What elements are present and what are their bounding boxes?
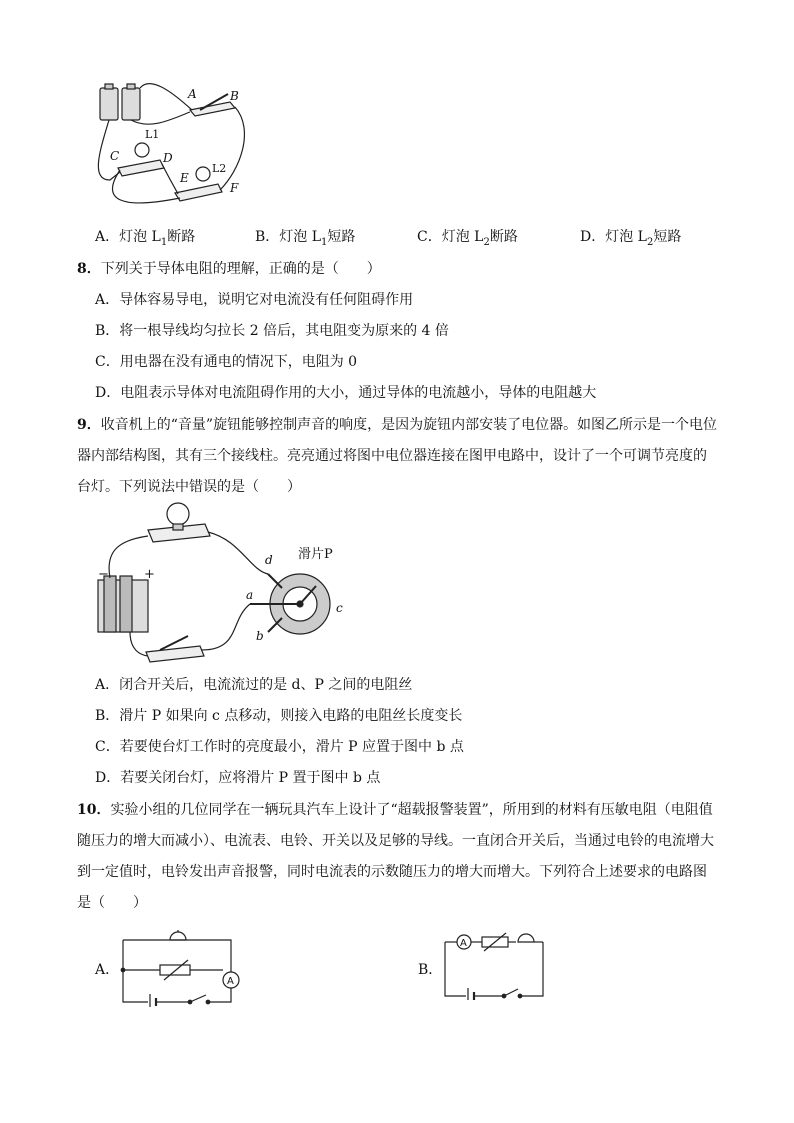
q9-stem-line-2: 器内部结构图，其有三个接线柱。亮亮通过将图中电位器连接在图甲电路中，设计了一个可调节亮度的 [77,448,707,464]
q7-option-a[interactable]: A．灯泡 $L_1$断路 [95,229,196,248]
q9-stem-line-1 [77,415,717,435]
label-d: D [163,151,173,165]
q8-option-a[interactable]: A．导体容易导电，说明它对电流没有任何阻碍作用 [95,292,414,308]
q8-option-c[interactable]: C．用电器在没有通电的情况下，电阻为 0 [95,354,358,370]
q10-option-a-label[interactable]: A． [95,962,120,978]
q9-option-d[interactable]: D．若要关闭台灯，应将滑片 P 置于图中 b 点 [95,770,381,786]
label-d: d [265,553,273,567]
q10-stem-line-1 [77,800,713,820]
label-l2: L2 [212,162,227,175]
ammeter-icon: A [460,938,467,949]
q8-option-b[interactable]: B．将一根导线均匀拉长 2 倍后，其电阻变为原来的 4 倍 [95,323,449,339]
label-e: E [180,171,189,185]
label-c: c [336,601,343,615]
q7-option-d[interactable]: D．灯泡 $L_2$短路 [580,229,682,248]
label-slider-p: 滑片P [298,547,333,562]
label-a: a [246,588,254,602]
label-a: A [188,87,197,101]
q10-stem-line-3: 到一定值时，电铃发出声音报警，同时电流表的示数随压力的增大而增大。下列符合上述要求的电路图 [77,864,707,880]
q9-stem-line-3: 台灯。下列说法中错误的是（ ） [77,479,301,495]
q8-number: 8． [77,261,101,277]
q10-stem-text-1: 实验小组的几位同学在一辆玩具汽车上设计了“超载报警装置”，所用到的材料有压敏电阻（电阻值 [110,802,713,818]
q10-stem-line-4: 是（ ） [77,895,147,911]
label-b: B [230,89,239,103]
q9-option-b[interactable]: B．滑片 P 如果向 c 点移动，则接入电路的电阻丝长度变长 [95,708,463,724]
q8-option-d[interactable]: D．电阻表示导体对电流阻碍作用的大小，通过导体的电流越小，导体的电阻越大 [95,385,597,401]
label-minus: − [98,567,109,582]
q7-circuit-figure [90,80,290,215]
q9-option-c[interactable]: C．若要使台灯工作时的亮度最小，滑片 P 应置于图中 b 点 [95,739,464,755]
q10-number: 10． [77,802,111,818]
q7-option-b[interactable]: B．灯泡 $L_1$短路 [255,229,356,248]
q7-option-c[interactable]: C．灯泡 $L_2$断路 [417,229,518,248]
ammeter-icon: A [227,976,234,987]
q8-stem-text: 下列关于导体电阻的理解，正确的是（ ） [100,261,381,277]
q10-option-b-label[interactable]: B． [418,962,443,978]
label-b: b [256,629,264,643]
q8-stem [77,259,381,279]
q10-stem-line-2: 随压力的增大而减小）、电流表、电铃、开关以及足够的导线。一直闭合开关后，当通过电铃的电流增大 [77,833,714,849]
q9-potentiometer-figure [90,500,360,675]
label-plus: + [144,567,155,582]
q10-circuit-a[interactable] [118,922,248,1007]
label-l1: L1 [145,128,160,141]
q9-stem-text-1: 收音机上的“音量”旋钮能够控制声音的响度，是因为旋钮内部安装了电位器。如图乙所示是一个电位 [100,417,718,433]
q9-option-a[interactable]: A．闭合开关后，电流流过的是 d、P 之间的电阻丝 [95,677,413,693]
q7-options [95,227,715,247]
q10-circuit-b[interactable] [440,930,555,1000]
label-f: F [230,181,239,195]
label-c: C [110,149,120,163]
q9-number: 9． [77,417,101,433]
